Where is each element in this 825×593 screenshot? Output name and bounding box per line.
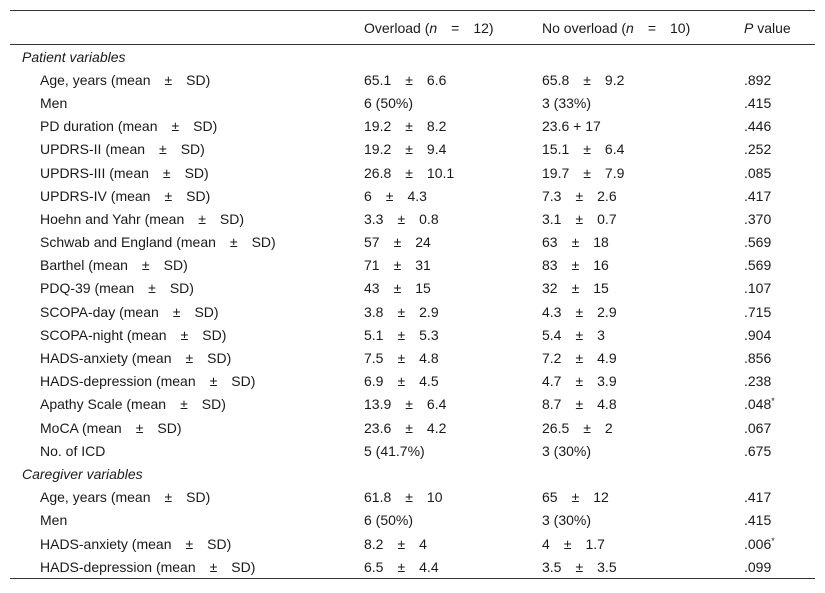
cell-no-overload: 3.5 ± 3.5: [542, 558, 617, 575]
cell-p-value: [744, 323, 815, 346]
p-value-text: .085: [744, 164, 772, 181]
cell-no-overload: 4 ± 1.7: [542, 535, 605, 552]
row-label: UPDRS-II (mean ± SD): [40, 141, 205, 158]
p-value-text: .569: [744, 257, 772, 274]
table-row: [10, 486, 815, 509]
table-row: [10, 207, 815, 230]
cell-overload: 71 ± 31: [364, 257, 431, 274]
cell-no-overload: 4.3 ± 2.9: [542, 303, 617, 320]
p-value-text: .099: [744, 558, 772, 575]
row-label: MoCA (mean ± SD): [40, 419, 182, 436]
p-value-text: .446: [744, 118, 772, 135]
cell-overload: 6 (50%): [364, 94, 414, 111]
p-value-text: .067: [744, 419, 772, 436]
cell-overload: 13.9 ± 6.4: [364, 396, 447, 413]
cell-p-value: [744, 300, 815, 323]
significance-marker: *: [771, 396, 775, 407]
cell-no-overload: 7.3 ± 2.6: [542, 187, 617, 204]
cell-no-overload: 5.4 ± 3: [542, 326, 605, 343]
cell-overload: 61.8 ± 10: [364, 489, 443, 506]
p-value-text: .006: [744, 535, 772, 552]
row-label: PD duration (mean ± SD): [40, 118, 218, 135]
p-value-text: .415: [744, 94, 772, 111]
header-no-overload-count: = 10): [633, 19, 691, 36]
cell-p-value: [744, 184, 815, 207]
cell-p-value: [744, 555, 815, 579]
p-value-text: .048: [744, 396, 772, 413]
cell-no-overload: 83 ± 16: [542, 257, 609, 274]
row-label: Men: [40, 94, 68, 111]
p-value-text: .415: [744, 512, 772, 529]
row-label: UPDRS-III (mean ± SD): [40, 164, 209, 181]
cell-p-value: [744, 68, 815, 91]
table-row: [10, 300, 815, 323]
cell-overload: 3.8 ± 2.9: [364, 303, 439, 320]
p-value-text: .675: [744, 442, 772, 459]
cell-p-value: [744, 138, 815, 161]
header-overload-count: = 12): [437, 19, 494, 36]
header-no-overload-n: n: [626, 19, 634, 36]
cell-no-overload: 3 (33%): [542, 94, 592, 111]
row-label: SCOPA-day (mean ± SD): [40, 303, 219, 320]
cell-p-value: [744, 91, 815, 114]
table-row: [10, 184, 815, 207]
table-row: [10, 439, 815, 462]
results-table: [10, 10, 815, 579]
table-row: [10, 115, 815, 138]
cell-p-value: [744, 115, 815, 138]
cell-overload: 5.1 ± 5.3: [364, 326, 439, 343]
cell-no-overload: 3.1 ± 0.7: [542, 210, 617, 227]
cell-no-overload: 8.7 ± 4.8: [542, 396, 617, 413]
row-label: UPDRS-IV (mean ± SD): [40, 187, 211, 204]
table-row: [10, 91, 815, 114]
table-row: [10, 254, 815, 277]
header-overload: [362, 11, 542, 45]
table-row: [10, 416, 815, 439]
cell-p-value: [744, 370, 815, 393]
cell-overload: 19.2 ± 9.4: [364, 141, 447, 158]
cell-p-value: [744, 346, 815, 369]
table-row: [10, 509, 815, 532]
table-row: [10, 277, 815, 300]
row-label: Men: [40, 512, 68, 529]
p-value-text: .856: [744, 350, 772, 367]
table-row: [10, 555, 815, 579]
row-label: Apathy Scale (mean ± SD): [40, 396, 226, 413]
row-label: Hoehn and Yahr (mean ± SD): [40, 210, 245, 227]
row-label: PDQ-39 (mean ± SD): [40, 280, 194, 297]
header-overload-n: n: [429, 19, 438, 36]
cell-no-overload: 65 ± 12: [542, 489, 609, 506]
header-p-italic: P: [744, 19, 754, 36]
cell-p-value: [744, 393, 815, 416]
section-row: [10, 45, 815, 69]
cell-p-value: [744, 231, 815, 254]
cell-no-overload: 19.7 ± 7.9: [542, 164, 625, 181]
cell-overload: 6 ± 4.3: [364, 187, 427, 204]
cell-no-overload: 32 ± 15: [542, 280, 609, 297]
cell-no-overload: 4.7 ± 3.9: [542, 373, 617, 390]
cell-overload: 6.5 ± 4.4: [364, 558, 439, 575]
table-row: [10, 370, 815, 393]
cell-overload: 43 ± 15: [364, 280, 431, 297]
cell-p-value: [744, 161, 815, 184]
table-row: [10, 138, 815, 161]
p-value-text: .892: [744, 71, 772, 88]
row-label: No. of ICD: [40, 442, 106, 459]
cell-overload: 57 ± 24: [364, 234, 431, 251]
p-value-text: .370: [744, 210, 772, 227]
cell-p-value: [744, 439, 815, 462]
p-value-text: .252: [744, 141, 772, 158]
cell-no-overload: 65.8 ± 9.2: [542, 71, 625, 88]
p-value-text: .904: [744, 326, 772, 343]
table-row: [10, 393, 815, 416]
p-value-text: .107: [744, 280, 772, 297]
cell-p-value: [744, 486, 815, 509]
cell-p-value: [744, 532, 815, 555]
cell-overload: 3.3 ± 0.8: [364, 210, 439, 227]
cell-no-overload: 7.2 ± 4.9: [542, 350, 617, 367]
cell-overload: 23.6 ± 4.2: [364, 419, 447, 436]
section-row: [10, 462, 815, 485]
table-row: [10, 68, 815, 91]
header-no-overload: [542, 11, 744, 45]
results-table-container: [10, 10, 813, 579]
cell-no-overload: 23.6 + 17: [542, 118, 601, 135]
row-label: Age, years (mean ± SD): [40, 71, 211, 88]
p-value-text: .417: [744, 187, 772, 204]
cell-overload: 8.2 ± 4: [364, 535, 427, 552]
table-row: [10, 231, 815, 254]
cell-overload: 7.5 ± 4.8: [364, 350, 439, 367]
section-title: Caregiver variables: [22, 465, 143, 482]
cell-p-value: [744, 416, 815, 439]
table-row: [10, 161, 815, 184]
row-label: SCOPA-night (mean ± SD): [40, 326, 227, 343]
p-value-text: .569: [744, 234, 772, 251]
cell-overload: 5 (41.7%): [364, 442, 425, 459]
header-overload-prefix: Overload (: [364, 19, 430, 36]
table-body: [10, 45, 815, 579]
header-no-overload-prefix: No overload (: [542, 19, 627, 36]
table-header: [10, 11, 815, 45]
cell-no-overload: 3 (30%): [542, 442, 592, 459]
cell-no-overload: 26.5 ± 2: [542, 419, 613, 436]
row-label: Schwab and England (mean ± SD): [40, 234, 276, 251]
cell-p-value: [744, 207, 815, 230]
cell-overload: 26.8 ± 10.1: [364, 164, 455, 181]
significance-marker: *: [771, 535, 775, 546]
table-row: [10, 323, 815, 346]
cell-overload: 6 (50%): [364, 512, 414, 529]
cell-no-overload: 63 ± 18: [542, 234, 609, 251]
row-label: Barthel (mean ± SD): [40, 257, 188, 274]
cell-no-overload: 3 (30%): [542, 512, 592, 529]
header-p-suffix: value: [753, 19, 791, 36]
header-row: [10, 11, 815, 45]
cell-p-value: [744, 277, 815, 300]
cell-p-value: [744, 254, 815, 277]
cell-no-overload: 15.1 ± 6.4: [542, 141, 625, 158]
row-label: HADS-anxiety (mean ± SD): [40, 535, 232, 552]
p-value-text: .715: [744, 303, 772, 320]
table-row: [10, 532, 815, 555]
row-label: HADS-depression (mean ± SD): [40, 373, 256, 390]
row-label: HADS-anxiety (mean ± SD): [40, 350, 232, 367]
header-p-value: [744, 11, 815, 45]
row-label: Age, years (mean ± SD): [40, 489, 211, 506]
p-value-text: .417: [744, 489, 772, 506]
cell-overload: 6.9 ± 4.5: [364, 373, 439, 390]
p-value-text: .238: [744, 373, 772, 390]
section-title: Patient variables: [22, 48, 126, 65]
header-variable: [10, 11, 362, 45]
cell-p-value: [744, 509, 815, 532]
cell-overload: 19.2 ± 8.2: [364, 118, 447, 135]
cell-overload: 65.1 ± 6.6: [364, 71, 447, 88]
table-row: [10, 346, 815, 369]
row-label: HADS-depression (mean ± SD): [40, 558, 256, 575]
